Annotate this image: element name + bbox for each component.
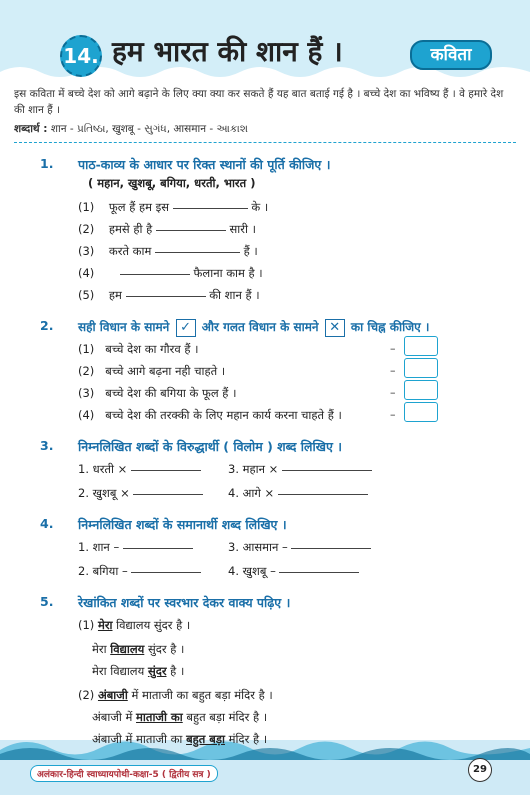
dash: – [390,364,396,377]
sentence-text: सुंदर है । [144,642,185,656]
answer-box[interactable] [404,358,438,378]
sentence-text: अंबाजी में [92,710,137,724]
item-number: (4) [78,408,95,422]
item-text: बच्चे आगे बढ़ना नही चाहते । [105,364,226,378]
item-number: (4) [78,266,95,280]
q2-item [78,342,199,357]
item-text: करते काम [108,244,152,258]
dash: – [390,342,396,355]
q1-item [78,222,256,237]
item-text: हैं । [243,244,258,258]
item-number: (3) [78,386,95,400]
sentence-text: विद्यालय सुंदर है । [112,618,191,632]
blank-field[interactable] [173,207,248,209]
q2-item [78,386,236,401]
q2-number: 2. [40,318,54,333]
item-text: 1. धरती × [78,462,128,476]
lesson-number: 14. [60,35,102,77]
q2-item [78,364,225,379]
page-number: 29 [468,758,492,782]
dash: – [390,408,396,421]
q1-item [78,244,258,259]
q3-item [78,486,203,501]
item-number: (2) [78,222,95,236]
q5-sentence [92,642,184,657]
underlined-word: विद्यालय [110,642,145,656]
sentence-text: मंदिर है । [225,732,268,746]
cross-icon: ✕ [325,319,345,337]
underlined-word: बहुत बड़ा [186,732,225,746]
item-text: 4. खुशबू – [228,564,276,578]
q1-item [78,288,260,303]
blank-field[interactable] [131,469,201,471]
q1-hint: ( महान, खुशबू, बगिया, धरती, भारत ) [88,176,256,190]
sentence-text: बहुत बड़ा मंदिर है । [182,710,268,724]
glossary [14,122,248,136]
footer-title: अलंकार-हिन्दी स्वाध्यायपोथी-कक्षा-5 ( द्वितीय सत्र ) [30,765,218,782]
item-text: 2. खुशबू × [78,486,130,500]
sentence-text: अंबाजी में माताजी का [92,732,187,746]
divider [14,142,516,143]
blank-field[interactable] [133,493,203,495]
tick-icon: ✓ [176,319,196,337]
q1-number: 1. [40,156,54,171]
blank-field[interactable] [155,251,240,253]
item-text: हम [108,288,122,302]
answer-box[interactable] [404,336,438,356]
q5-sentence [92,664,184,679]
item-text: 1. शान – [78,540,120,554]
item-text: 3. आसमान – [228,540,288,554]
item-number: (1) [78,618,95,632]
q5-sentence [92,732,267,747]
q2-title [78,318,518,337]
answer-box[interactable] [404,380,438,400]
item-number: (2) [78,364,95,378]
q2-title-part: का चिह्न कीजिए । [350,320,430,334]
q2-title-part: सही विधान के सामने [78,320,170,334]
item-text: बच्चे देश का गौरव हैं । [105,342,199,356]
blank-field[interactable] [278,493,368,495]
item-text: फैलाना काम है । [193,266,263,280]
lesson-title: हम भारत की शान हैं । [112,35,343,68]
blank-field[interactable] [131,571,201,573]
blank-field[interactable] [291,547,371,549]
q1-item [78,200,268,215]
q3-item [228,486,368,501]
blank-field[interactable] [156,229,226,231]
sentence-text: में माताजी का बहुत बड़ा मंदिर है । [127,688,273,702]
item-number: (2) [78,688,95,702]
item-text: हमसे ही है [108,222,153,236]
glossary-label: शब्दार्थ : [14,123,48,135]
intro-text: इस कविता में बच्चे देश को आगे बढ़ाने के लिए क्या क्या कर सकते हैं यह बात बताई गई है । बच्चे देश का भविष्य हैं । वे हमारे देश की शान हैं । [14,88,504,116]
underlined-word: सुंदर [147,664,167,678]
item-text: की शान हैं । [209,288,260,302]
q2-item [78,408,342,423]
underlined-word: मेरा [97,618,113,632]
q5-sentence [78,618,190,633]
item-text: के । [251,200,269,214]
item-number: (3) [78,244,95,258]
q3-title: निम्नलिखित शब्दों के विरुद्धार्थी ( विलोम ) शब्द लिखिए । [78,439,342,454]
sentence-text: मेरा [92,642,111,656]
glossary-text: शान - પ્રતિષ્ઠા, खुशबू - સુગંધ, आसमान - આકાશ [50,123,248,135]
q3-item [78,462,201,477]
blank-field[interactable] [282,469,372,471]
item-text: 3. महान × [228,462,279,476]
q4-number: 4. [40,516,54,531]
q3-item [228,462,372,477]
item-text: 4. आगे × [228,486,275,500]
q5-sentence [92,710,267,725]
blank-field[interactable] [123,547,193,549]
sentence-text: है । [166,664,185,678]
answer-box[interactable] [404,402,438,422]
item-number: (1) [78,200,95,214]
q1-item [78,266,263,281]
q1-title: पाठ-काव्य के आधार पर रिक्त स्थानों की पूर्ति कीजिए । [78,157,331,172]
q5-number: 5. [40,594,54,609]
q4-item [78,564,201,579]
q4-item [228,540,371,555]
q5-sentence [78,688,273,703]
q5-title: रेखांकित शब्दों पर स्वरभार देकर वाक्य पढ़िए । [78,595,291,610]
item-text: बच्चे देश की तरक्की के लिए महान कार्य करना चाहते हैं । [105,408,342,422]
q4-item [78,540,193,555]
dash: – [390,386,396,399]
q4-title: निम्नलिखित शब्दों के समानार्थी शब्द लिखिए । [78,517,287,532]
underlined-word: माताजी का [136,710,183,724]
blank-field[interactable] [126,295,206,297]
q4-item [228,564,359,579]
q3-number: 3. [40,438,54,453]
q2-title-part: और गलत विधान के सामने [201,320,319,334]
genre-badge: कविता [410,40,492,70]
item-text: फूल हैं हम इस [108,200,170,214]
item-text: सारी । [229,222,256,236]
blank-field[interactable] [120,273,190,275]
item-text: बच्चे देश की बगिया के फूल हैं । [105,386,237,400]
item-number: (5) [78,288,95,302]
underlined-word: अंबाजी [97,688,128,702]
sentence-text: मेरा विद्यालय [92,664,148,678]
blank-field[interactable] [279,571,359,573]
item-number: (1) [78,342,95,356]
item-text: 2. बगिया – [78,564,128,578]
